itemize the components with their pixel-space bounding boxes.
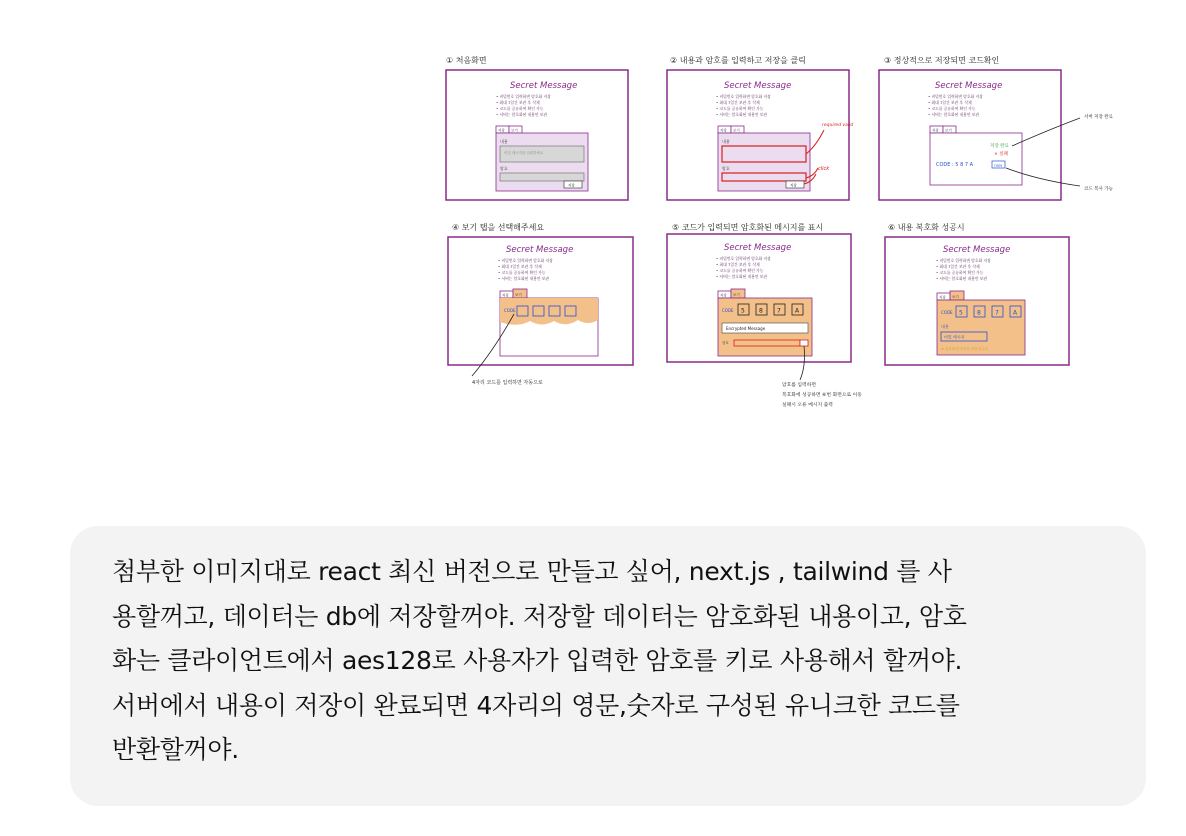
panel-2-caption: ② 내용과 암호를 입력하고 저장을 클릭 bbox=[670, 56, 806, 65]
panel-2-field-label: 내용 bbox=[722, 139, 730, 144]
panel-3-side-note: 서버 저장 완료 bbox=[1084, 115, 1113, 120]
user-message-bubble bbox=[70, 526, 1146, 806]
panel-3 bbox=[879, 55, 1114, 200]
panel-3-status-error: × 실패 bbox=[994, 152, 1008, 157]
panel-4-note: • 비밀번호 입력하면 암호화 저장 bbox=[498, 258, 553, 263]
attached-sketch-image[interactable] bbox=[438, 50, 1180, 430]
message-line: 서버에서 내용이 저장이 완료되면 4자리의 영문,숫자로 구성된 유니크한 코드를 bbox=[112, 690, 960, 720]
panel-2-field-label: 암호 bbox=[722, 166, 730, 171]
panel-5-note: • 코드를 공유하여 확인 가능 bbox=[716, 268, 764, 273]
panel-6-tab: 보기 bbox=[952, 295, 959, 299]
panel-6-code-label: CODE bbox=[941, 310, 953, 315]
panel-1-tab: 보기 bbox=[511, 128, 518, 133]
panel-2-annotation: click bbox=[818, 166, 830, 172]
panel-6-note: • 최대 7일간 보관 후 삭제 bbox=[936, 264, 980, 269]
panel-6-note: • 비밀번호 입력하면 암호화 저장 bbox=[936, 258, 991, 263]
panel-6-tab: 저장 bbox=[939, 295, 946, 300]
panel-5-bottom-note: 실패시 오류 메시지 출력 bbox=[782, 403, 833, 408]
panel-4-title: Secret Message bbox=[506, 245, 574, 255]
panel-5 bbox=[667, 222, 862, 408]
panel-6-code-char: 5 bbox=[959, 309, 963, 317]
panel-5-note: • 비밀번호 입력하면 암호화 저장 bbox=[716, 256, 771, 261]
panel-5-bottom-note: 복호화에 성공하면 ⑥번 화면으로 이동 bbox=[782, 393, 862, 398]
panel-5-note: • 최대 7일간 보관 후 삭제 bbox=[716, 262, 760, 267]
panel-5-tab: 보기 bbox=[733, 293, 740, 297]
panel-1-field-label: 내용 bbox=[500, 139, 508, 144]
panel-1-note: • 서버는 암호화된 내용만 보관 bbox=[496, 112, 548, 117]
panel-4-tab: 저장 bbox=[502, 293, 509, 298]
panel-1-button: 저장 bbox=[568, 183, 575, 188]
panel-2-button: 저장 bbox=[790, 183, 797, 188]
panel-3-tab: 저장 bbox=[932, 128, 939, 133]
panel-5-code-char: 7 bbox=[777, 307, 781, 315]
panel-1-note: • 코드를 공유하여 확인 가능 bbox=[496, 106, 544, 111]
message-line: 반환할꺼야. bbox=[112, 735, 239, 764]
panel-6 bbox=[885, 222, 1069, 365]
panel-4-note: • 최대 7일간 보관 후 삭제 bbox=[498, 264, 542, 269]
panel-2-annotation: required valid bbox=[822, 123, 854, 128]
panel-1-title: Secret Message bbox=[510, 81, 578, 91]
panel-3-copy-button: copy bbox=[994, 163, 1003, 168]
panel-3-side-note: 코드 복사 가능 bbox=[1084, 187, 1113, 192]
panel-5-caption: ⑤ 코드가 입력되면 암호화된 메시지를 표시 bbox=[672, 223, 824, 232]
panel-5-code-char: 5 bbox=[741, 307, 745, 315]
panel-2-note: • 서버는 암호화된 내용만 보관 bbox=[716, 112, 768, 117]
panel-2-note: • 비밀번호 입력하면 암호화 저장 bbox=[716, 94, 771, 99]
panel-5-note: • 서버는 암호화된 내용만 보관 bbox=[716, 274, 768, 279]
panel-2-tab: 보기 bbox=[733, 128, 740, 133]
panel-4-note: • 코드를 공유하여 확인 가능 bbox=[498, 270, 546, 275]
panel-3-note: • 서버는 암호화된 내용만 보관 bbox=[928, 112, 980, 117]
panel-3-title: Secret Message bbox=[935, 81, 1003, 91]
panel-4-code-label: CODE bbox=[504, 308, 516, 313]
message-line: 첨부한 이미지대로 react 최신 버전으로 만들고 싶어, next.js , tailwind 를 사 bbox=[112, 557, 952, 586]
wireframe-sketch bbox=[438, 50, 1180, 430]
message-line: 화는 클라이언트에서 aes128로 사용자가 입력한 암호를 키로 사용해서 할꺼야. bbox=[112, 646, 963, 675]
panel-5-bottom-note: 암호를 입력하면 bbox=[782, 383, 816, 388]
panel-6-content-value: 비밀 메시지 bbox=[944, 334, 965, 340]
panel-5-password-label: 암호 bbox=[722, 341, 729, 345]
panel-6-content-label: 내용 bbox=[941, 324, 949, 329]
panel-2-note: • 최대 7일간 보관 후 삭제 bbox=[716, 100, 760, 105]
panel-1-note: • 최대 7일간 보관 후 삭제 bbox=[496, 100, 540, 105]
panel-3-note: • 코드를 공유하여 확인 가능 bbox=[928, 106, 976, 111]
panel-1-caption: ① 처음화면 bbox=[446, 56, 487, 65]
panel-2-tab: 저장 bbox=[720, 128, 727, 133]
panel-5-code-label: CODE bbox=[722, 308, 734, 313]
panel-5-tab: 저장 bbox=[720, 293, 727, 298]
panel-1-tab: 저장 bbox=[498, 128, 505, 133]
panel-6-title: Secret Message bbox=[943, 245, 1011, 255]
user-message-text bbox=[112, 550, 1106, 773]
panel-3-note: • 최대 7일간 보관 후 삭제 bbox=[928, 100, 972, 105]
panel-2-title: Secret Message bbox=[724, 81, 792, 91]
panel-2 bbox=[667, 55, 853, 200]
panel-5-code-char: A bbox=[795, 307, 800, 315]
panel-6-footer-note: ※ 복호화에 성공한 내용입니다 bbox=[941, 347, 988, 351]
panel-6-note: • 코드를 공유하여 확인 가능 bbox=[936, 270, 984, 275]
panel-6-code-char: 8 bbox=[977, 309, 981, 317]
panel-6-code-char: 7 bbox=[995, 309, 999, 317]
panel-6-code-char: A bbox=[1013, 309, 1018, 317]
panel-3-status: 저장 완료 bbox=[990, 144, 1009, 149]
panel-3-caption: ③ 정상적으로 저장되면 코드확인 bbox=[884, 56, 1000, 65]
panel-3-code-label: CODE : 5 8 7 A bbox=[936, 162, 974, 168]
message-line: 용할꺼고, 데이터는 db에 저장할꺼야. 저장할 데이터는 암호화된 내용이고, 암호 bbox=[112, 601, 967, 631]
panel-1 bbox=[446, 55, 628, 200]
panel-4-bottom-note: 4자리 코드를 입력하면 자동으로 bbox=[472, 380, 543, 386]
panel-4-caption: ④ 보기 탭을 선택해주세요 bbox=[452, 223, 545, 232]
panel-5-encrypted-label: Encrypted Message bbox=[726, 326, 766, 331]
panel-3-note: • 비밀번호 입력하면 암호화 저장 bbox=[928, 94, 983, 99]
panel-1-note: • 비밀번호 입력하면 암호화 저장 bbox=[496, 94, 551, 99]
panel-4-note: • 서버는 암호화된 내용만 보관 bbox=[498, 276, 550, 281]
panel-6-caption: ⑥ 내용 복호화 성공시 bbox=[888, 223, 965, 232]
panel-5-code-char: 8 bbox=[759, 307, 763, 315]
panel-1-field-placeholder: 비밀 메시지를 입력하세요 bbox=[504, 151, 544, 155]
panel-6-note: • 서버는 암호화된 내용만 보관 bbox=[936, 276, 988, 281]
panel-1-field-label: 암호 bbox=[500, 166, 508, 171]
panel-2-note: • 코드를 공유하여 확인 가능 bbox=[716, 106, 764, 111]
panel-4 bbox=[448, 222, 633, 386]
panel-4-tab: 보기 bbox=[515, 293, 522, 297]
panel-3-tab: 보기 bbox=[945, 128, 952, 133]
panel-5-title: Secret Message bbox=[724, 243, 792, 253]
